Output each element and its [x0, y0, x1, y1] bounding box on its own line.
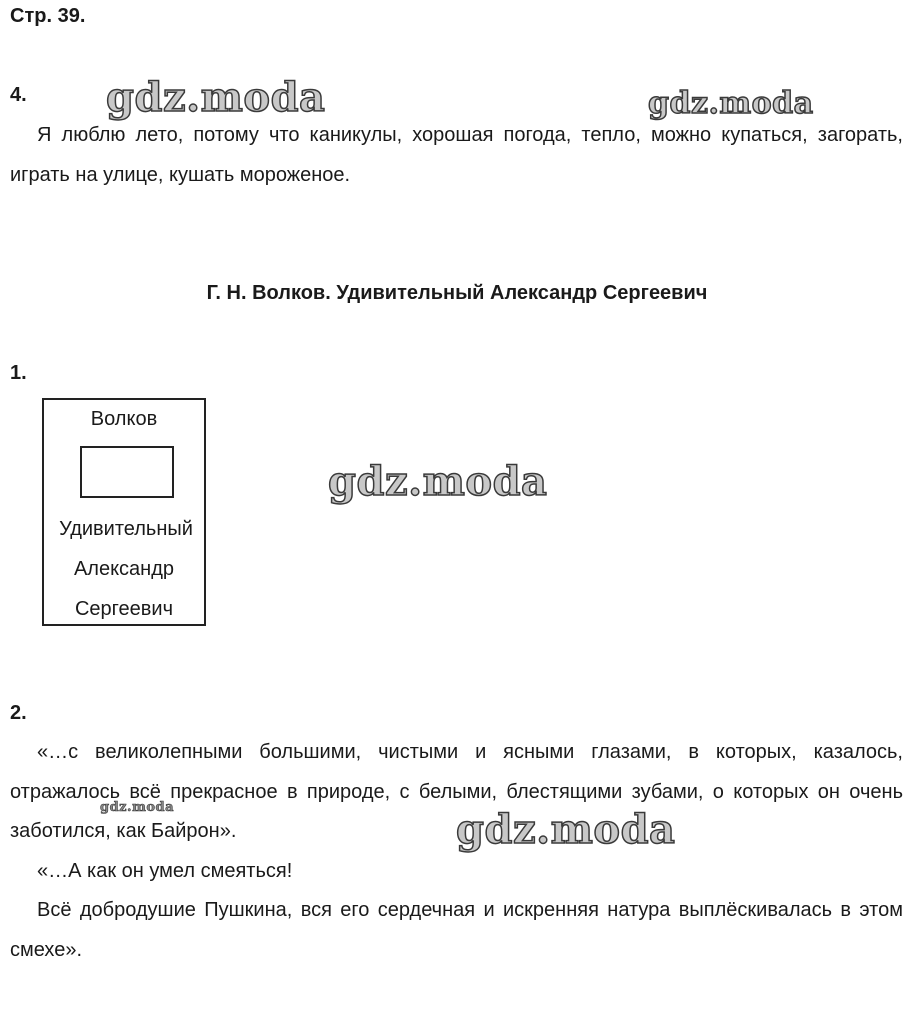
quote-paragraph: «…А как он умел смеяться!	[37, 860, 293, 882]
cover-illustration-box	[80, 446, 174, 498]
watermark-logo: gdz.moda	[100, 800, 175, 815]
cover-author: Волков	[90, 408, 158, 430]
page-header: Стр. 39.	[10, 5, 86, 27]
watermark-logo: gdz.moda	[456, 806, 676, 853]
quote-paragraph: «…с великолепными большими, чистыми и ясными глазами, в которых, казалось, отражалось всё прекрасное в природе, с белыми, блестящими зубами, о которых он очень заботился, как Байрон».	[10, 741, 903, 842]
cover-title-line: Александр	[73, 558, 175, 580]
cover-title-line: Удивительный	[59, 518, 193, 540]
watermark-logo: gdz.moda	[648, 86, 814, 121]
watermark-logo: gdz.moda	[106, 74, 326, 121]
task-number: 1.	[10, 362, 27, 384]
answer-paragraph: Я люблю лето, потому что каникулы, хорошая погода, тепло, можно купаться, загорать, играть на улице, кушать мороженое.	[10, 124, 903, 186]
quote-paragraph: Всё добродушие Пушкина, вся его сердечная и искренняя натура выплёскивалась в этом смехе».	[10, 899, 903, 961]
cover-title-line: Сергеевич	[74, 598, 173, 620]
task-number: 2.	[10, 702, 27, 724]
book-cover-model	[42, 398, 206, 626]
section-title: Г. Н. Волков. Удивительный Александр Сергеевич	[206, 282, 708, 304]
task-number: 4.	[10, 84, 27, 106]
watermark-logo: gdz.moda	[328, 458, 548, 505]
